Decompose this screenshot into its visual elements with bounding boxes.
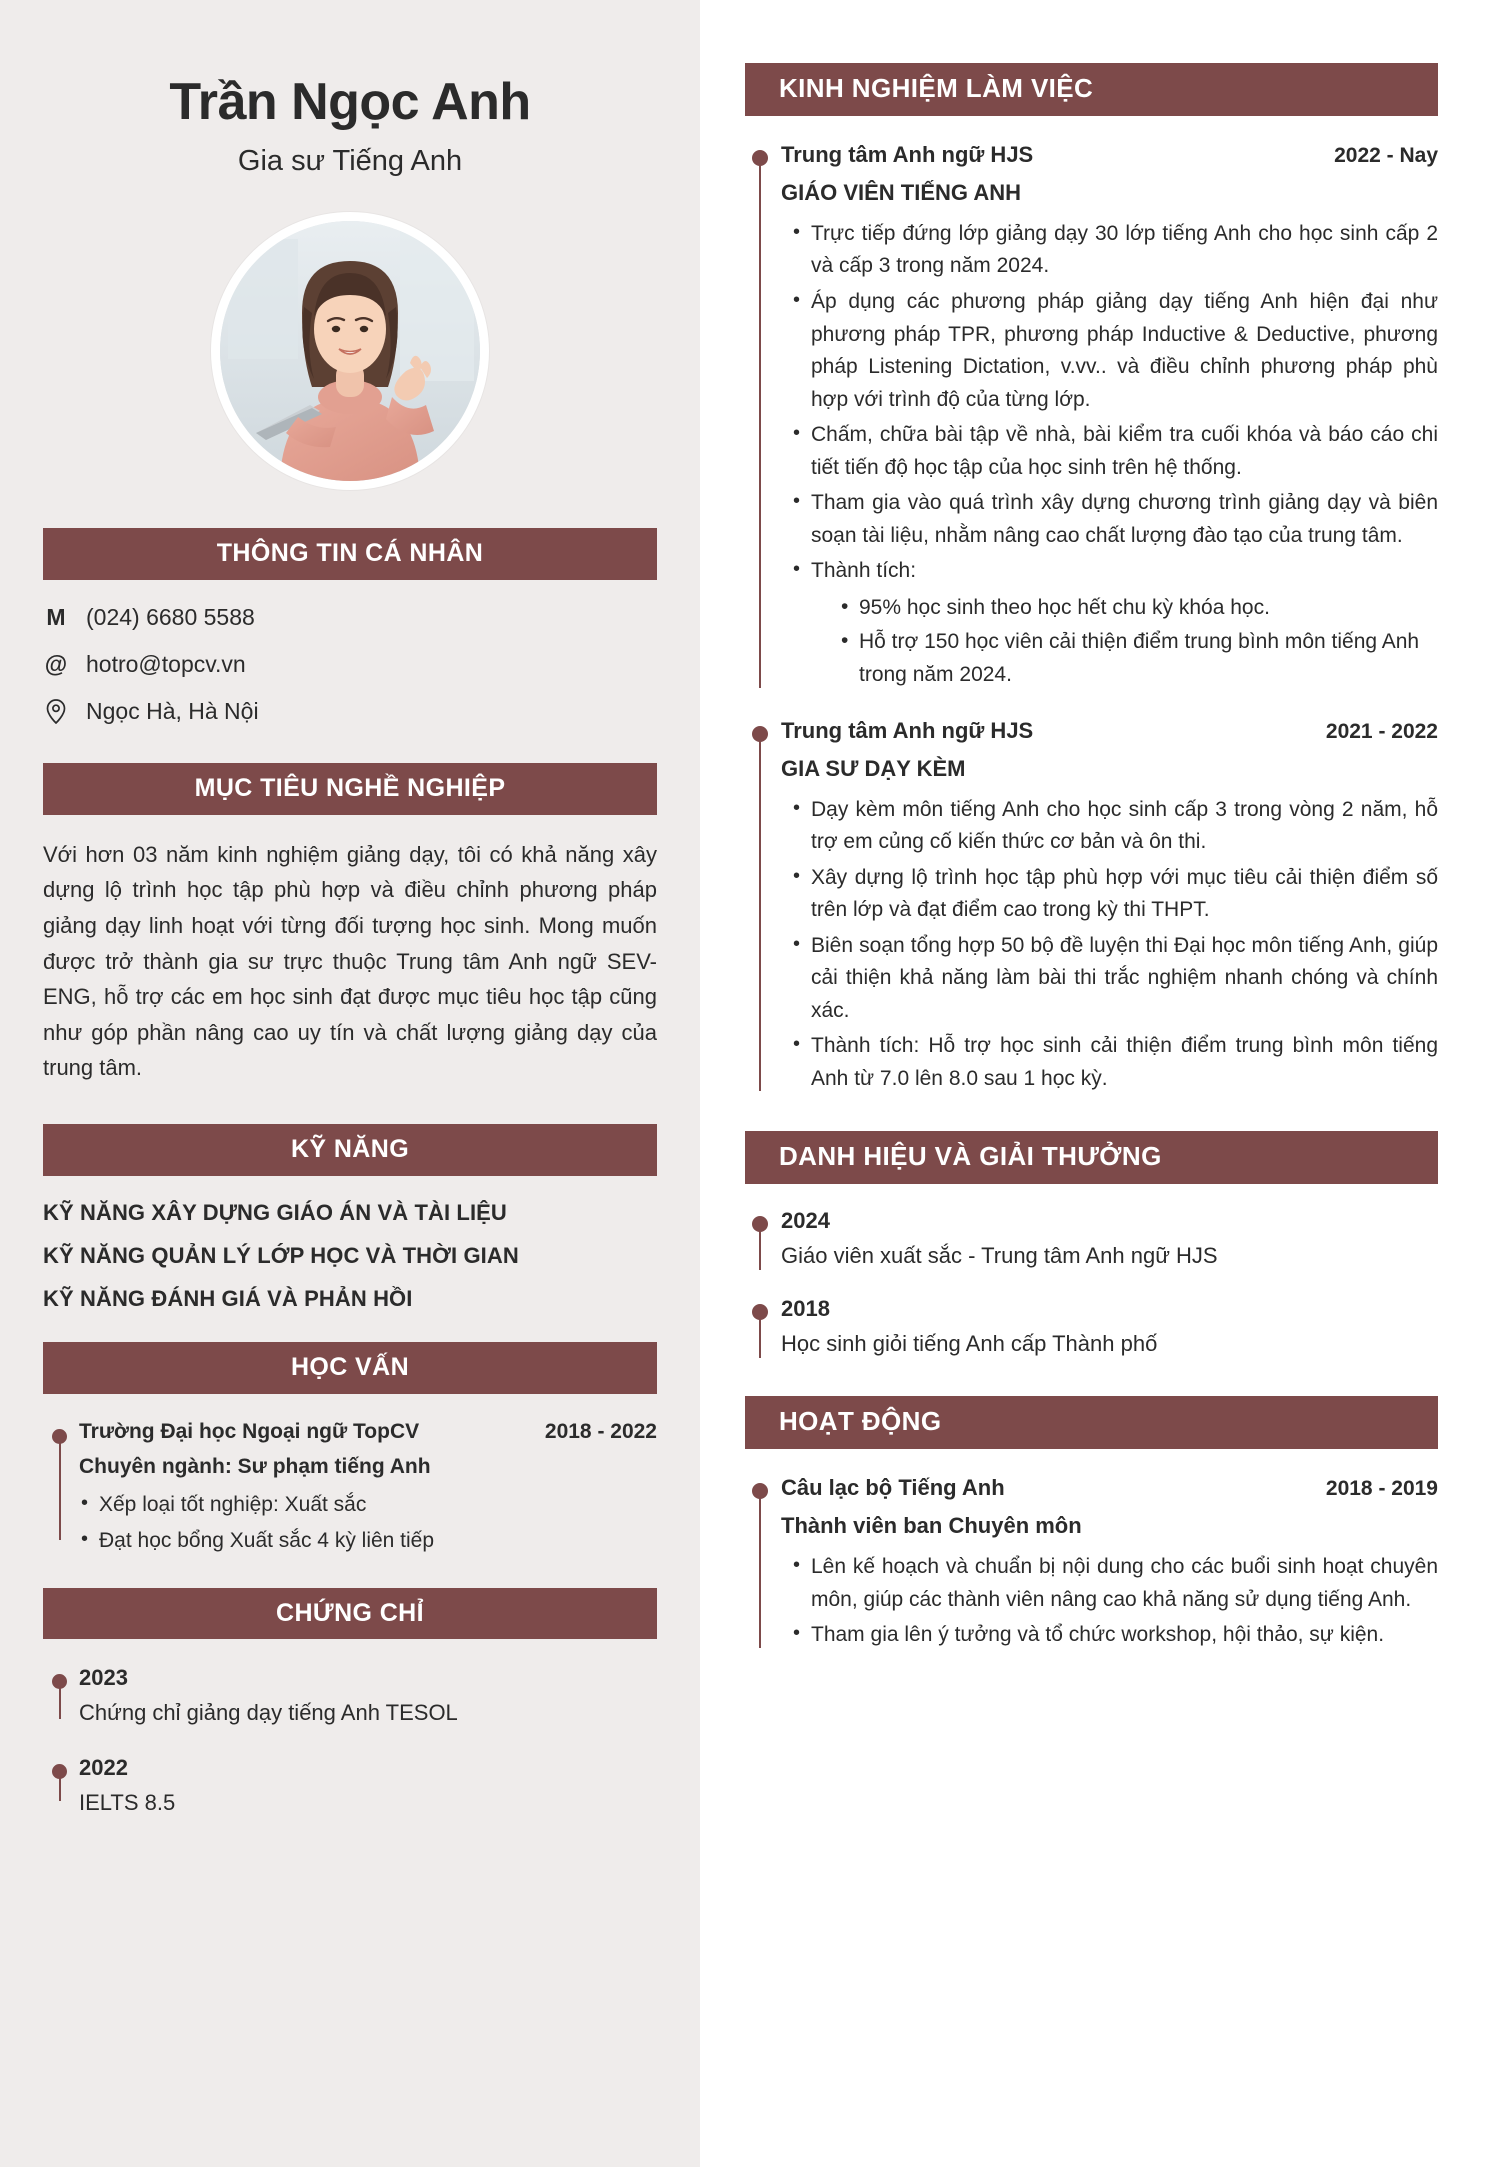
list-item: • Tham gia lên ý tưởng và tổ chức workshop, hội thảo, sự kiện.	[791, 1619, 1438, 1652]
section-header-experience: KINH NGHIỆM LÀM VIỆC	[745, 63, 1438, 116]
contact-value-email: hotro@topcv.vn	[86, 650, 246, 677]
section-header-personal-info: THÔNG TIN CÁ NHÂN	[43, 528, 657, 580]
list-item: • Tham gia vào quá trình xây dựng chương trình giảng dạy và biên soạn tài liệu, nhằm nâng cao chất lượng đào tạo của trung tâm.	[791, 487, 1438, 552]
certificate-item	[43, 1665, 657, 1729]
section-header-awards: DANH HIỆU VÀ GIẢI THƯỞNG	[745, 1131, 1438, 1184]
education-major: Chuyên ngành: Sư phạm tiếng Anh	[79, 1454, 431, 1478]
list-item: • Hỗ trợ 150 học viên cải thiện điểm trung bình môn tiếng Anh trong năm 2024.	[839, 626, 1438, 691]
contact-row-address	[43, 698, 657, 725]
certificate-desc: IELTS 8.5	[79, 1790, 176, 1816]
experience-bullets	[791, 218, 1438, 692]
award-item	[745, 1208, 1438, 1272]
experience-company: Trung tâm Anh ngữ HJS	[781, 141, 1034, 167]
certificate-item	[43, 1755, 657, 1819]
list-item: • Dạy kèm môn tiếng Anh cho học sinh cấp 3 trong vòng 2 năm, hỗ trợ em củng cố kiến thức cơ bản và ôn thi.	[791, 794, 1438, 859]
experience-sub-bullets	[839, 592, 1438, 692]
list-item: • 95% học sinh theo học hết chu kỳ khóa học.	[839, 592, 1438, 625]
activity-bullets	[791, 1551, 1438, 1652]
education-date: 2018 - 2022	[544, 1419, 657, 1443]
experience-role: GIA SƯ DẠY KÈM	[781, 755, 966, 781]
award-item	[745, 1296, 1438, 1360]
contact-value-phone: (024) 6680 5588	[86, 603, 255, 630]
list-item-label: Thành tích:	[811, 559, 917, 583]
objective-text: Với hơn 03 năm kinh nghiệm giảng dạy, tôi có khả năng xây dựng lộ trình học tập phù hợp và điều chỉnh phương pháp giảng dạy linh hoạt với từng đối tượng học sinh. Mong muốn được trở thành gia sư trực thuộc Trung tâm Anh ngữ SEV-ENG, hỗ trợ các em học sinh đạt được mục tiêu học tập cũng như góp phần nâng cao uy tín và chất lượng giảng dạy của trung tâm.	[43, 841, 657, 1081]
experience-item	[745, 718, 1438, 1096]
award-year: 2024	[781, 1208, 830, 1234]
skill-item: KỸ NĂNG ĐÁNH GIÁ VÀ PHẢN HỒI	[43, 1285, 413, 1311]
list-item: • Thành tích: Hỗ trợ học sinh cải thiện điểm trung bình môn tiếng Anh từ 7.0 lên 8.0 sau 1 học kỳ.	[791, 1030, 1438, 1095]
experience-company: Trung tâm Anh ngữ HJS	[781, 717, 1034, 743]
right-column	[700, 0, 1500, 2167]
certificate-year: 2022	[79, 1755, 128, 1781]
award-year: 2018	[781, 1296, 830, 1322]
education-item	[43, 1420, 657, 1558]
job-title: Gia sư Tiếng Anh	[237, 145, 463, 178]
left-column	[0, 0, 700, 2167]
experience-header	[781, 142, 1438, 168]
list-item: • Xây dựng lộ trình học tập phù hợp với mục tiêu cải thiện điểm số trên lớp và đạt điểm cao trong kỳ thi THPT.	[791, 862, 1438, 927]
experience-header	[781, 718, 1438, 744]
activity-role: Thành viên ban Chuyên môn	[781, 1513, 1082, 1539]
education-bullets	[79, 1489, 657, 1558]
section-header-certificates: CHỨNG CHỈ	[43, 1588, 657, 1640]
list-item: • Biên soạn tổng hợp 50 bộ đề luyện thi Đại học môn tiếng Anh, giúp cải thiện khả năng làm bài thi trắc nghiệm nhanh chóng và chính xác.	[791, 930, 1438, 1028]
skill-item: KỸ NĂNG XÂY DỰNG GIÁO ÁN VÀ TÀI LIỆU	[43, 1199, 507, 1225]
contact-row-phone	[43, 604, 657, 631]
contact-list	[43, 604, 657, 725]
skill-item: KỸ NĂNG QUẢN LÝ LỚP HỌC VÀ THỜI GIAN	[43, 1242, 519, 1268]
certificate-year: 2023	[79, 1665, 128, 1691]
contact-row-email	[43, 651, 657, 678]
location-icon	[43, 698, 69, 724]
section-header-objective: MỤC TIÊU NGHỀ NGHIỆP	[43, 763, 657, 815]
award-desc: Học sinh giỏi tiếng Anh cấp Thành phố	[781, 1331, 1158, 1357]
list-item: • Đạt học bổng Xuất sắc 4 kỳ liên tiếp	[79, 1525, 657, 1558]
education-header	[79, 1420, 657, 1444]
list-item: • Chấm, chữa bài tập về nhà, bài kiểm tra cuối khóa và báo cáo chi tiết tiến độ học tập của học sinh trên hệ thống.	[791, 419, 1438, 484]
education-school: Trường Đại học Ngoại ngữ TopCV	[79, 1419, 420, 1443]
section-header-education: HỌC VẤN	[43, 1342, 657, 1394]
activity-item	[745, 1475, 1438, 1652]
certificate-desc: Chứng chỉ giảng dạy tiếng Anh TESOL	[79, 1700, 458, 1726]
list-item: • Áp dụng các phương pháp giảng dạy tiếng Anh hiện đại như phương pháp TPR, phương pháp Inductive & Deductive, phương pháp Listening Dictation, v.vv.. và điều chỉnh phương pháp phù hợp với trình độ của từng lớp.	[791, 286, 1438, 416]
phone-icon: M	[46, 603, 66, 630]
avatar	[211, 212, 489, 490]
contact-value-address: Ngọc Hà, Hà Nội	[86, 697, 259, 724]
activity-header	[781, 1475, 1438, 1501]
experience-date: 2021 - 2022	[1325, 719, 1438, 743]
activity-date: 2018 - 2019	[1325, 1477, 1438, 1501]
activity-org: Câu lạc bộ Tiếng Anh	[781, 1475, 1005, 1501]
list-item: • Trực tiếp đứng lớp giảng dạy 30 lớp tiếng Anh cho học sinh cấp 2 và cấp 3 trong năm 2024.	[791, 218, 1438, 283]
list-item: • Xếp loại tốt nghiệp: Xuất sắc	[79, 1489, 657, 1522]
award-desc: Giáo viên xuất sắc - Trung tâm Anh ngữ HJS	[781, 1243, 1218, 1269]
experience-role: GIÁO VIÊN TIẾNG ANH	[781, 179, 1021, 205]
portrait-photo-icon	[220, 221, 480, 481]
list-item: • Lên kế hoạch và chuẩn bị nội dung cho các buổi sinh hoạt chuyên môn, giúp các thành viên nâng cao khả năng sử dụng tiếng Anh.	[791, 1551, 1438, 1616]
section-header-activities: HOẠT ĐỘNG	[745, 1396, 1438, 1449]
experience-item	[745, 142, 1438, 692]
experience-date: 2022 - Nay	[1334, 143, 1438, 167]
page-title: Trần Ngọc Anh	[169, 73, 531, 131]
experience-bullets	[791, 794, 1438, 1096]
section-header-skills: KỸ NĂNG	[43, 1124, 657, 1176]
list-item	[791, 555, 1438, 691]
skills-list	[43, 1200, 657, 1312]
email-icon: @	[44, 650, 68, 677]
